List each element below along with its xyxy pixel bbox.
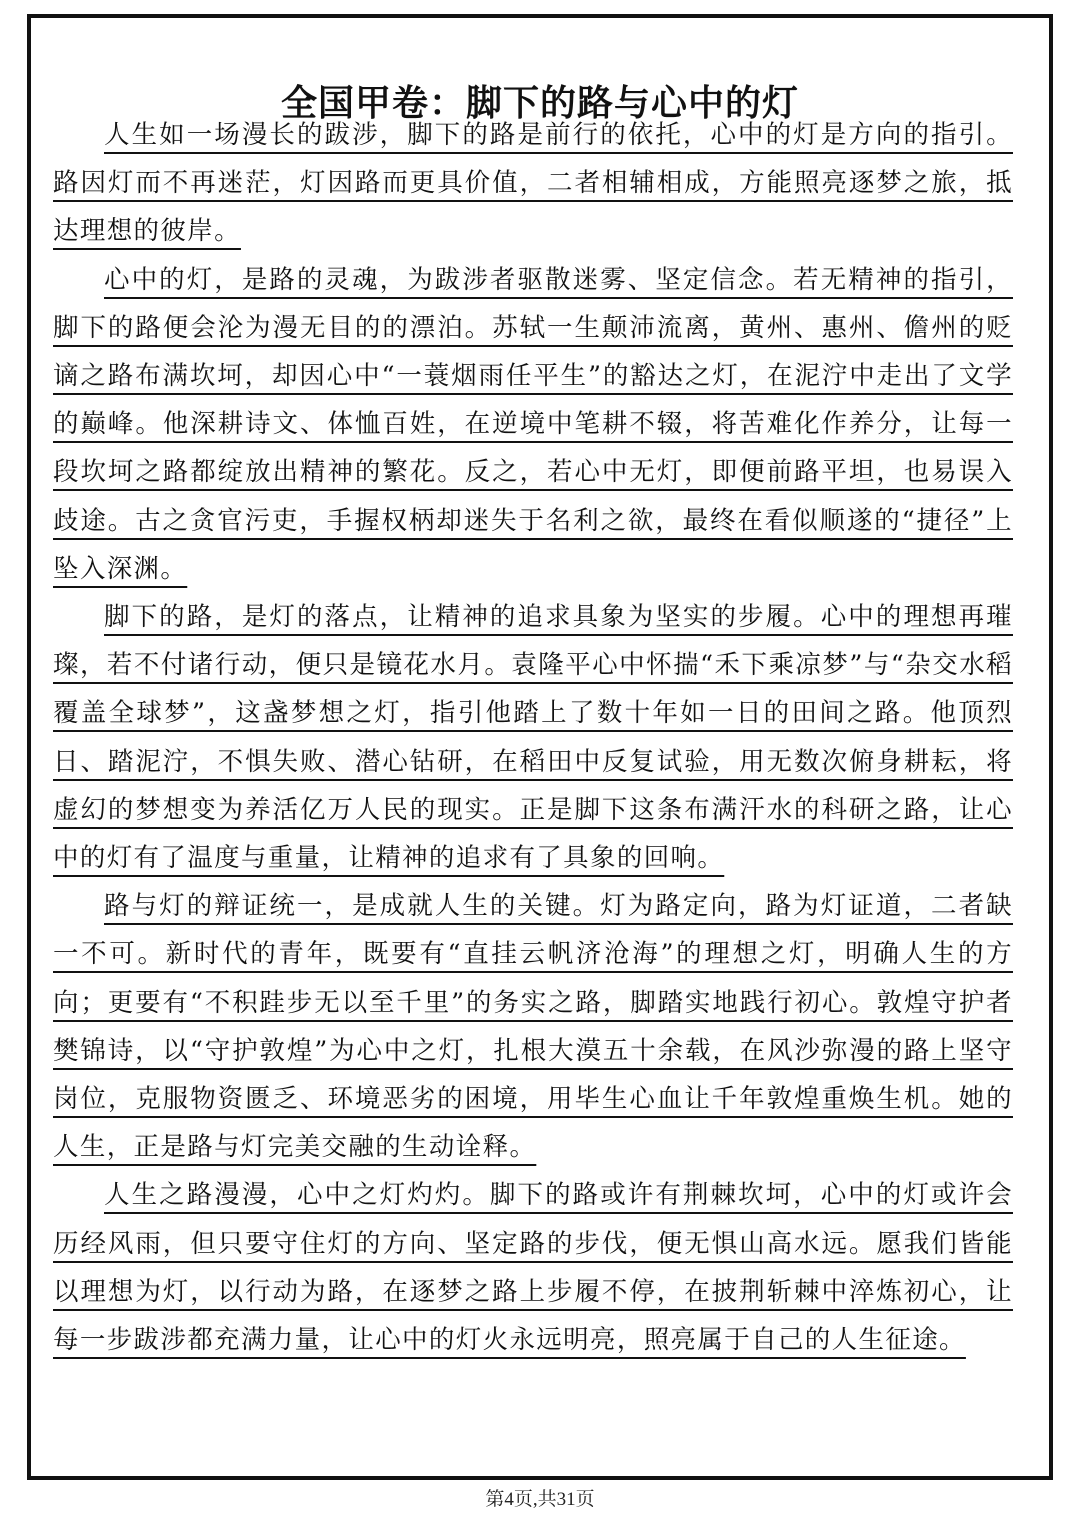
paragraph-intro [53,111,1013,256]
paragraph-road [53,593,1013,882]
paragraph-text: 人生如一场漫长的跋涉，脚下的路是前行的依托，心中的灯是方向的指引。路因灯而不再迷茫，灯因路而更具价值，二者相辅相成，方能照亮逐梦之旅，抵达理想的彼岸。 [53,120,1013,247]
paragraph-lamp [53,256,1013,593]
paragraph-text: 路与灯的辩证统一，是成就人生的关键。灯为路定向，路为灯证道，二者缺一不可。新时代的青年，既要有“直挂云帆济沧海”的理想之灯，明确人生的方向；更要有“不积跬步无以至千里”的务实之路，脚踏实地践行初心。敦煌守护者樊锦诗，以“守护敦煌”为心中之灯，扎根大漠五十余载，在风沙弥漫的路上坚守岗位，克服物资匮乏、环境恶劣的困境，用毕生心血让千年敦煌重焕生机。她的人生，正是路与灯完美交融的生动诠释。 [53,891,1013,1163]
paragraph-text: 脚下的路，是灯的落点，让精神的追求具象为坚实的步履。心中的理想再璀璨，若不付诸行动，便只是镜花水月。袁隆平心中怀揣“禾下乘凉梦”与“杂交水稻覆盖全球梦”，这盏梦想之灯，指引他踏上了数十年如一日的田间之路。他顶烈日、踏泥泞，不惧失败、潜心钻研，在稻田中反复试验，用无数次俯身耕耘，将虚幻的梦想变为养活亿万人民的现实。正是脚下这条布满汗水的科研之路，让心中的灯有了温度与重量，让精神的追求有了具象的回响。 [53,602,1013,874]
paragraph-text: 心中的灯，是路的灵魂，为跋涉者驱散迷雾、坚定信念。若无精神的指引，脚下的路便会沦为漫无目的的漂泊。苏轼一生颠沛流离，黄州、惠州、儋州的贬谪之路布满坎坷，却因心中“一蓑烟雨任平生”的豁达之灯，在泥泞中走出了文学的巅峰。他深耕诗文、体恤百姓，在逆境中笔耕不辍，将苦难化作养分，让每一段坎坷之路都绽放出精神的繁花。反之，若心中无灯，即便前路平坦，也易误入歧途。古之贪官污吏，手握权柄却迷失于名利之欲，最终在看似顺遂的“捷径”上坠入深渊。 [53,264,1013,584]
paragraph-conclusion [53,1171,1013,1364]
page-number: 第4页,共31页 [485,1489,595,1510]
essay-body [53,111,1013,1364]
essay-title: 全国甲卷：脚下的路与心中的灯 [280,83,799,125]
paragraph-text: 人生之路漫漫，心中之灯灼灼。脚下的路或许有荆棘坎坷，心中的灯或许会历经风雨，但只要守住灯的方向、坚定路的步伐，便无惧山高水远。愿我们皆能以理想为灯，以行动为路，在逐梦之路上步履不停，在披荆斩棘中淬炼初心，让每一步跋涉都充满力量，让心中的灯火永远明亮，照亮属于自己的人生征途。 [53,1180,1013,1356]
paragraph-unity [53,882,1013,1171]
